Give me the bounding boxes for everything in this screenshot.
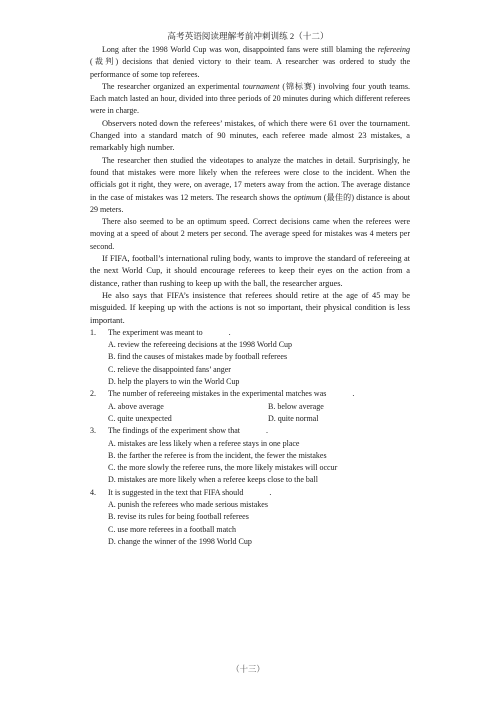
option: D. mistakes are more likely when a referee keeps close to the ball [108,475,318,485]
question [90,327,410,339]
question-number: 4. [90,487,96,497]
paragraph [90,253,410,290]
passage-body [90,44,410,548]
option: B. the farther the referee is from the incident, the fewer the mistakes [108,450,327,460]
paragraph [90,216,410,253]
paragraph-text: The researcher then studied the videotapes to analyze the matches in detail. Surprisingly, he found that mistakes were more likely when the referees were close to the incident. When the officials got it right, they were, on average, 17 meters away from the action. The average distance in the case of mistakes was 12 meters. The research shows the [90,155,410,202]
option-row [90,401,410,413]
question-stem-text: The number of refereeing mistakes in the experimental matches was [108,389,327,399]
option-row [90,413,410,425]
option: D. change the winner of the 1998 World Cup [108,536,252,546]
paragraph-text: There also seemed to be an optimum speed. Correct decisions came when the referees were moving at a speed of about 2 meters per second. The average speed for mistakes was 4 meters per second. [90,217,410,251]
question-stem-text: The experiment was meant to [108,327,203,337]
question-number: 1. [90,327,96,337]
paragraph-text: (裁判) decisions that denied victory to their team. A researcher was ordered to study the performance of some top referees. [90,57,410,79]
paragraph-text: (锦标赛) involving four youth teams. Each match lasted an hour, divided into three periods of 20 minutes during which different referees were in charge. [90,81,410,116]
question-stem [90,388,410,400]
next-section-label: （十三） [231,665,265,674]
option: C. use more referees in a football match [108,524,236,534]
paragraph-text: (最佳的) distance is about 29 meters. [90,192,411,214]
paragraph-text: If FIFA, football’s international ruling body, wants to improve the standard of refereeing at the next World Cup, it should encourage referees to keep their eyes on the action from a distance, rather than rushing to keep up with the ball, the researcher argues. [90,254,410,288]
question-stem-text: It is suggested in the text that FIFA should [108,487,244,497]
question [90,388,410,400]
question-number: 2. [90,389,96,399]
question-stem-end: . [269,487,272,497]
question [90,425,410,437]
paragraph-text: Long after the 1998 World Cup was won, disappointed fans were still blaming the [102,45,378,54]
option: A. above average [108,401,164,411]
paragraph-text: Observers noted down the referees’ mistakes, of which there were 61 over the tournament. Changed into a standard match of 90 minutes, each referee made almost 23 mistakes, a remarkably high number. [90,118,410,153]
option: A. mistakes are less likely when a referee stays in one place [108,438,300,448]
question-number: 3. [90,426,96,436]
paragraph [90,290,410,327]
paragraph-text: He also says that FIFA’s insistence that referees should retire at the age of 45 may be misguided. If keeping up with the actions is not so important, their physical condition is less important. [90,290,410,325]
option: D. help the players to win the World Cup [108,377,240,387]
glossed-term: tournament [242,81,280,91]
paragraph [90,44,410,81]
option: C. relieve the disappointed fans’ anger [108,364,231,374]
question [90,487,410,499]
option: B. revise its rules for being football referees [108,512,249,522]
glossed-term: refereeing [377,45,410,54]
question-stem-end: . [265,426,268,436]
question-stem-end: . [352,389,355,399]
paragraph-text: The researcher organized an experimental [102,81,243,91]
option: D. quite normal [268,413,319,423]
question-stem-end: . [228,327,231,337]
page-title: 高考英语阅读理解考前冲刺训练 2（十二） [167,31,329,41]
option: C. the more slowly the referee runs, the more likely mistakes will occur [108,463,338,473]
option: B. find the causes of mistakes made by football referees [108,352,288,362]
paragraph [90,81,410,118]
glossed-term: optimum [293,192,322,202]
option: B. below average [268,401,324,411]
option: A. review the refereeing decisions at the 1998 World Cup [108,340,293,350]
option: A. punish the referees who made serious mistakes [108,499,268,509]
paragraph [90,155,410,216]
question-stem [90,327,410,339]
question-stem [90,487,410,499]
question-stem-text: The findings of the experiment show that [108,426,240,436]
paragraph [90,118,410,155]
question-stem [90,425,410,437]
option: C. quite unexpected [108,413,172,423]
